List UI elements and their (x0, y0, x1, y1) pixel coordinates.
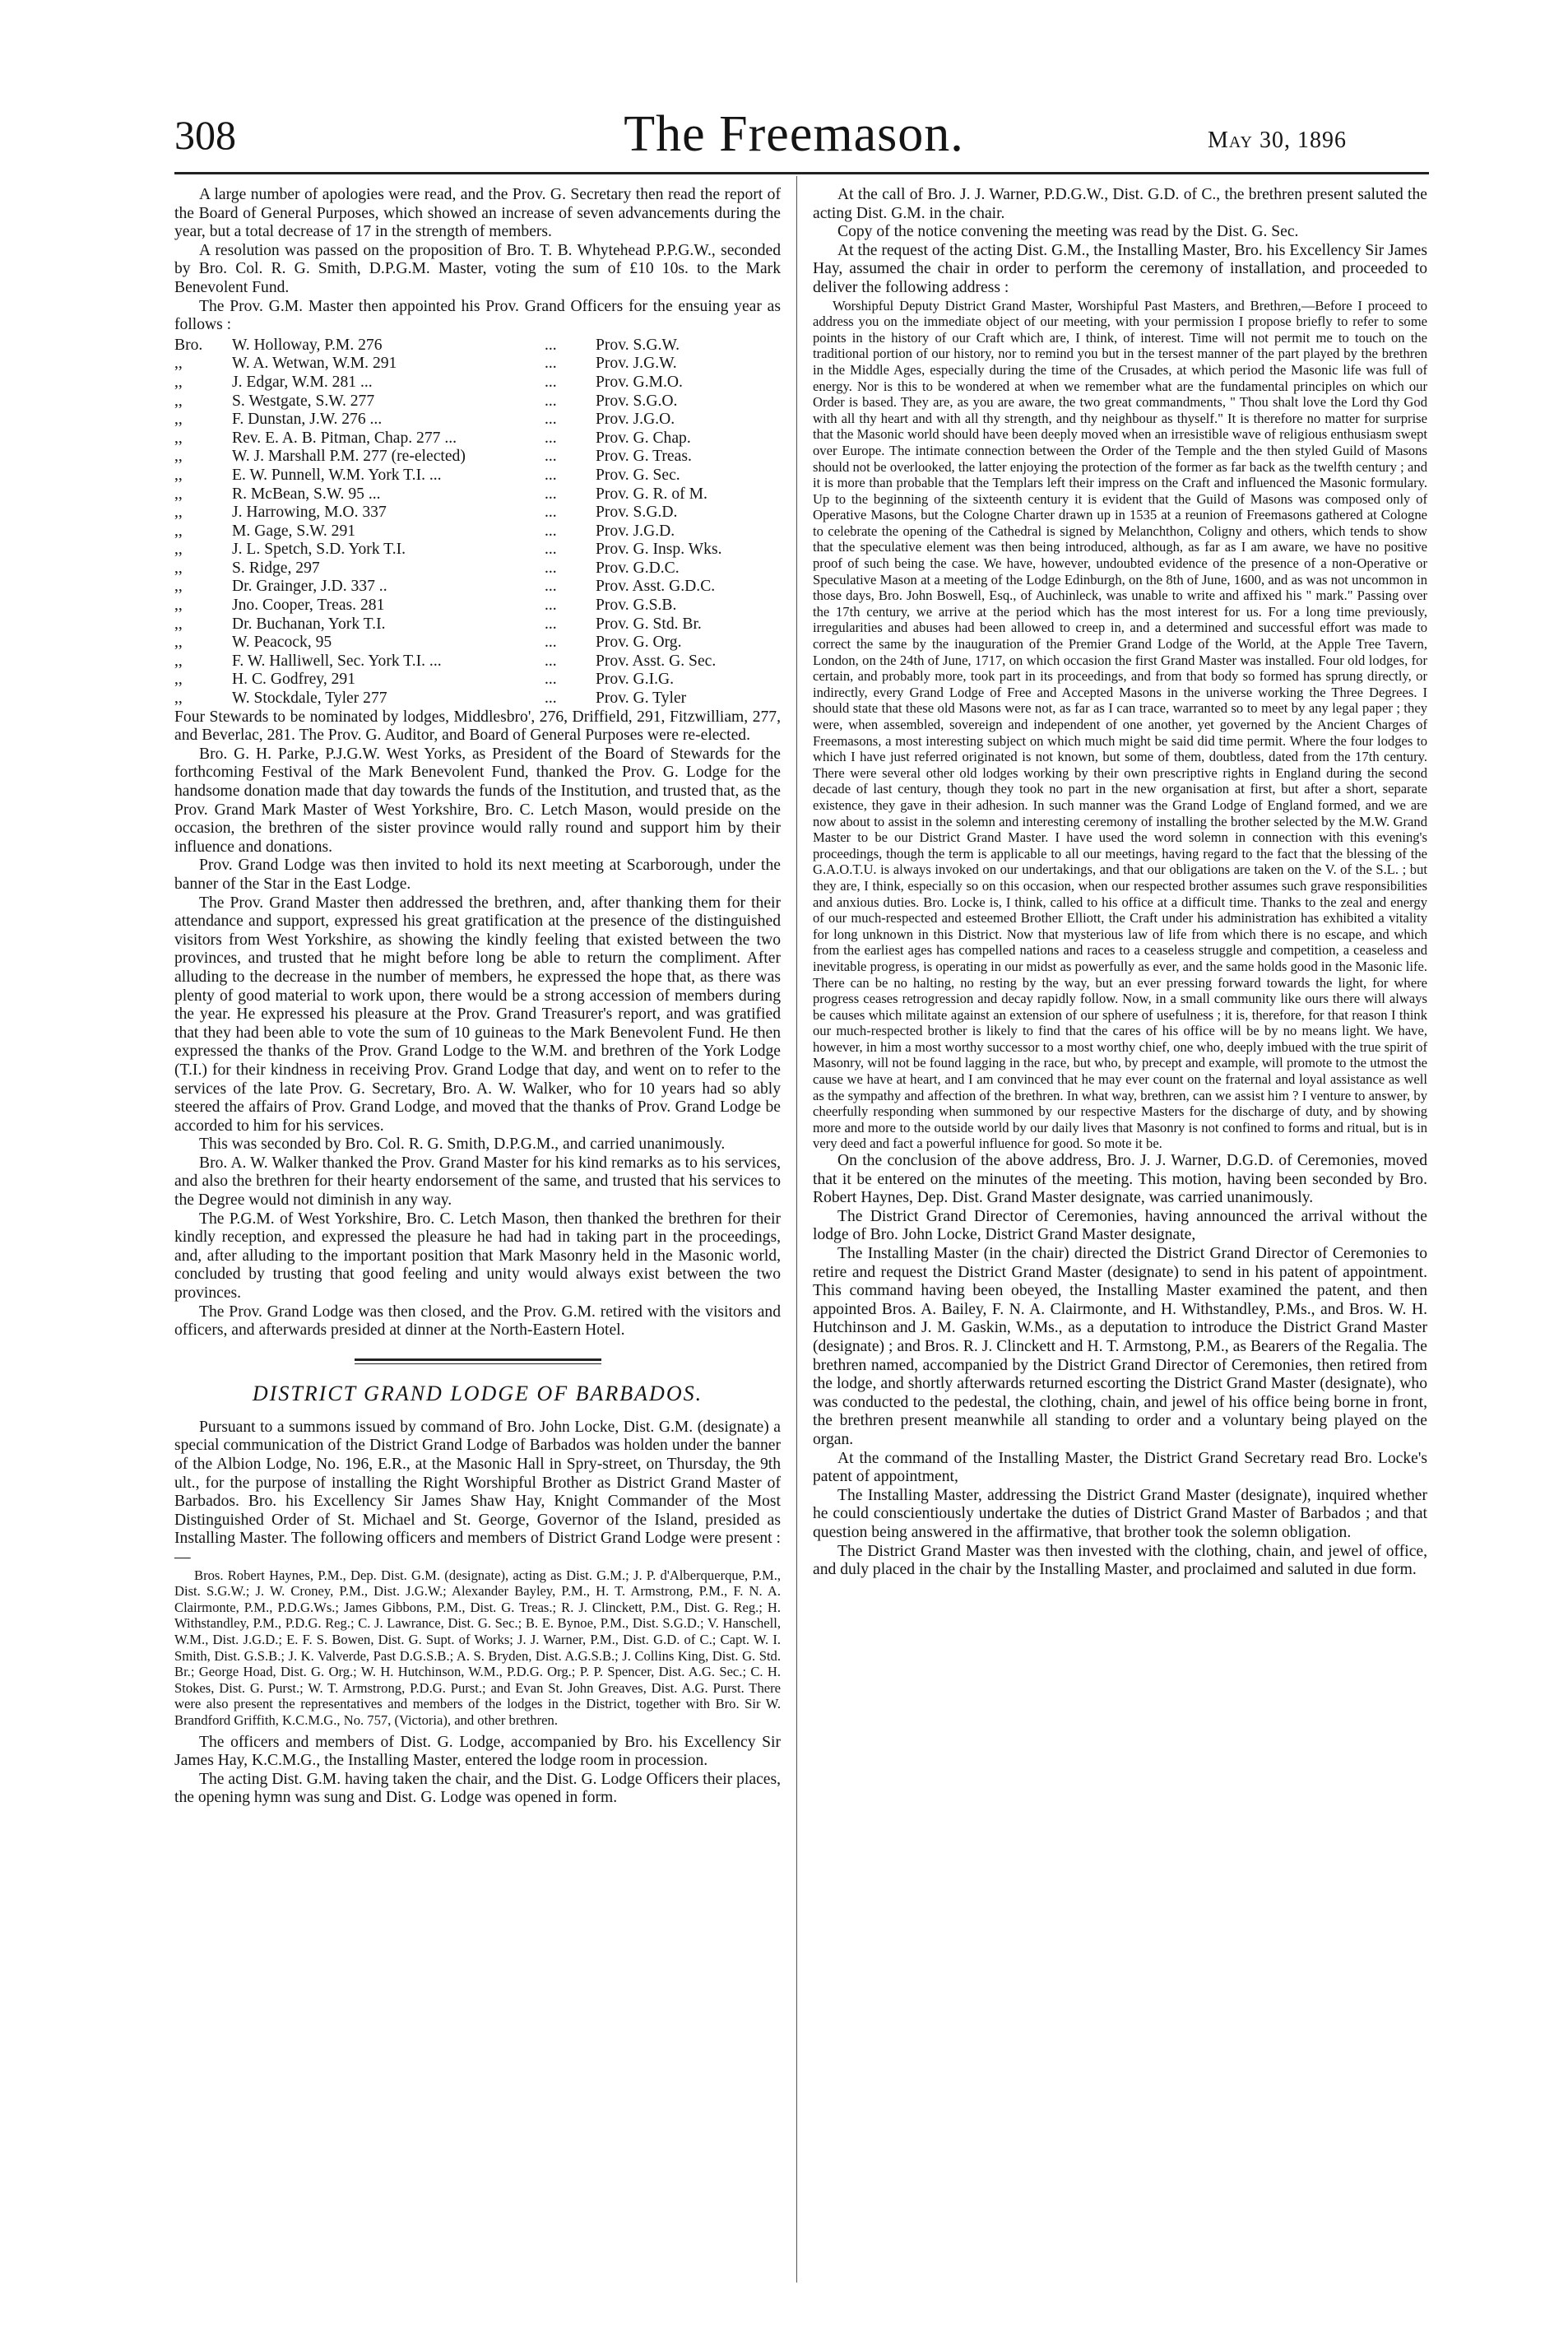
officer-row (174, 578, 781, 597)
page-number: 308 (174, 112, 236, 158)
leader-dots: ... (545, 373, 557, 391)
leader-dots: ... (545, 429, 557, 447)
officer-name: E. W. Punnell, W.M. York T.I. ... (232, 466, 442, 484)
officer-prefix: ,, (174, 485, 183, 503)
paragraph: The District Grand Director of Ceremonies, having announced the arrival without the lodge of Bro. John Locke, District Grand Master designate, (813, 1207, 1427, 1244)
masthead (0, 0, 1568, 189)
paragraph: At the call of Bro. J. J. Warner, P.D.G.W., Dist. G.D. of C., the brethren present saluted the acting Dist. G.M. in the chair. (813, 186, 1427, 222)
officer-office: Prov. J.G.O. (596, 411, 675, 429)
section-heading: DISTRICT GRAND LODGE OF BARBADOS. (252, 1381, 703, 1405)
officer-prefix: ,, (174, 671, 183, 689)
leader-dots: ... (545, 671, 557, 689)
officer-prefix: ,, (174, 448, 183, 466)
officer-name: F. Dunstan, J.W. 276 ... (232, 411, 383, 429)
officer-prefix: ,, (174, 634, 183, 652)
leader-dots: ... (545, 615, 557, 633)
paragraph: Bros. Robert Haynes, P.M., Dep. Dist. G.M. (designate), acting as Dist. G.M.; J. P. d'Alberquerque, P.M., Dist. S.G.W.; J. W. Croney, P.M., Dist. J.G.W.; Alexander Bayley, P.M., H. T. Armstrong, P.M., F. N. A. Clairmonte, P.M., P.D.G.Ws.; James Gibbons, P.M., Dist. G. Treas.; R. J. Clinckett, P.M., Dist. G. Reg.; H. Withstandley, P.M., P.D.G. Reg.; C. J. Lawrance, Dist. G. Sec.; B. E. Bynoe, P.M., Dist. S.G.D.; V. Hanschell, W.M., Dist. J.G.D.; E. F. S. Bowen, Dist. G. Supt. of Works; J. J. Warner, P.M., Dist. G.D. of C.; Capt. W. I. Smith, Dist. G.S.B.; J. K. Valverde, Past D.G.S.B.; A. S. Bryden, Dist. A.G.S.B.; J. Collins King, Dist. G. Std. Br.; George Hoad, Dist. G. Org.; W. H. Hutchinson, W.M., P.D.G. Org.; P. P. Spencer, Dist. A.G. Sec.; C. H. Stokes, Dist. G. Purst.; W. T. Armstrong, P.D.G. Purst.; and Evan St. John Greaves, Dist. A.G. Purst. There were also present the representatives and members of the lodges in the District, together with Bro. Sir W. Brandford Griffith, K.C.M.G., No. 757, (Victoria), and other brethren. (174, 1567, 781, 1728)
paragraph: The Prov. G.M. Master then appointed his Prov. Grand Officers for the ensuing year as follows : (174, 297, 781, 334)
leader-dots: ... (545, 392, 557, 410)
leader-dots: ... (545, 336, 557, 354)
officer-prefix: ,, (174, 429, 183, 447)
officer-prefix: ,, (174, 652, 183, 670)
leader-dots: ... (545, 690, 557, 708)
paragraph: On the conclusion of the above address, Bro. J. J. Warner, D.G.D. of Ceremonies, moved that it be entered on the minutes of the meeting. This motion, having been seconded by Bro. Robert Haynes, Dep. Dist. Grand Master designate, was carried unanimously. (813, 1152, 1427, 1207)
officer-office: Prov. G.D.C. (596, 559, 680, 577)
officer-row (174, 430, 781, 448)
officer-name: S. Westgate, S.W. 277 (232, 392, 375, 410)
officer-office: Prov. Asst. G. Sec. (596, 652, 717, 670)
officer-name: J. L. Spetch, S.D. York T.I. (232, 541, 406, 559)
leader-dots: ... (545, 597, 557, 615)
officer-name: J. Edgar, W.M. 281 ... (232, 373, 373, 391)
officer-row (174, 374, 781, 392)
leader-dots: ... (545, 634, 557, 652)
paragraph: A resolution was passed on the proposition of Bro. T. B. Whytehead P.P.G.W., seconded by Bro. Col. R. G. Smith, D.P.G.M. Master, voting the sum of £10 10s. to the Mark Benevolent Fund. (174, 241, 781, 296)
paragraph: The acting Dist. G.M. having taken the chair, and the Dist. G. Lodge Officers their places, the opening hymn was sung and Dist. G. Lodge was opened in form. (174, 1770, 781, 1807)
officer-row (174, 504, 781, 522)
section-divider (355, 1358, 601, 1364)
officer-row (174, 653, 781, 671)
officer-office: Prov. G. R. of M. (596, 485, 707, 503)
officer-office: Prov. G. Org. (596, 634, 682, 652)
paragraph: Bro. G. H. Parke, P.J.G.W. West Yorks, as President of the Board of Stewards for the forthcoming Festival of the Mark Benevolent Fund, thanked the Prov. G. Lodge for the handsome donation made that day towards the funds of the Institution, and trusted that, as the Prov. Grand Mark Master of West Yorkshire, Bro. C. Letch Mason, would preside on the occasion, the brethren of the sister province would rally round and support him by their influence and donations. (174, 745, 781, 856)
officer-name: M. Gage, S.W. 291 (232, 522, 356, 540)
officer-name: Dr. Buchanan, York T.I. (232, 615, 386, 633)
paragraph: The Installing Master, addressing the District Grand Master (designate), inquired whether he could conscientiously undertake the duties of District Grand Master of Barbados ; and that question being answered in the affirmative, that brother took the solemn obligation. (813, 1486, 1427, 1541)
leader-dots: ... (545, 578, 557, 596)
address-block (813, 298, 1427, 1152)
officer-row (174, 634, 781, 653)
leader-dots: ... (545, 522, 557, 540)
leader-dots: ... (545, 411, 557, 429)
officer-prefix: Bro. (174, 336, 203, 354)
paragraph: This was seconded by Bro. Col. R. G. Smith, D.P.G.M., and carried unanimously. (199, 1135, 726, 1154)
paragraph: The Installing Master (in the chair) directed the District Grand Director of Ceremonies to retire and request the District Grand Master (designate) to send in his patent of appointment. This command having been obeyed, the Installing Master examined the patent, and then appointed Bros. A. Bailey, F. N. A. Clairmonte, and H. Withstandley, P.Ms., and Bros. W. H. Hutchinson and J. M. Gaskin, W.Ms., as a deputation to introduce the District Grand Master (designate) ; and Bros. R. J. Clinckett and H. T. Armstong, P.M., as Bearers of the Regalia. The brethren named, accompanied by the District Grand Director of Ceremonies, then retired from the lodge, and shortly afterwards returned escorting the District Grand Master (designate), who was conducted to the pedestal, the clothing, chain, and jewel of his office being borne in front, the brethren present meanwhile all standing to order and a voluntary being played on the organ. (813, 1245, 1427, 1448)
officer-name: R. McBean, S.W. 95 ... (232, 485, 381, 503)
officer-office: Prov. G. Chap. (596, 429, 691, 447)
officer-office: Prov. G. Tyler (596, 690, 687, 708)
leader-dots: ... (545, 466, 557, 484)
officer-office: Prov. J.G.D. (596, 522, 675, 540)
officer-office: Prov. S.G.D. (596, 504, 678, 522)
leader-dots: ... (545, 541, 557, 559)
officer-office: Prov. S.G.O. (596, 392, 678, 410)
officer-row (174, 448, 781, 467)
officer-office: Prov. G.S.B. (596, 597, 677, 615)
paragraph: At the request of the acting Dist. G.M., the Installing Master, Bro. his Excellency Sir James Hay, assumed the chair in order to perform the ceremony of installation, and proceeded to deliver the following address : (813, 241, 1427, 296)
right-column (813, 186, 1427, 1580)
officer-name: W. A. Wetwan, W.M. 291 (232, 355, 397, 373)
officer-row (174, 337, 781, 355)
paragraph: The P.G.M. of West Yorkshire, Bro. C. Letch Mason, then thanked the brethren for their kindly reception, and expressed the pleasure he had had in taking part in the proceedings, and, after alluding to the important position that Mark Masonry held in the Masonic world, concluded by trusting that good feeling and unity would always exist between the two provinces. (174, 1210, 781, 1303)
officer-office: Prov. G. Std. Br. (596, 615, 702, 633)
officer-row (174, 355, 781, 374)
officer-office: Prov. G. Treas. (596, 448, 692, 466)
paragraph: Copy of the notice convening the meeting was read by the Dist. G. Sec. (837, 223, 1299, 241)
officer-prefix: ,, (174, 541, 183, 559)
left-column (174, 186, 781, 1808)
officer-name: J. Harrowing, M.O. 337 (232, 504, 387, 522)
paragraph: A large number of apologies were read, and the Prov. G. Secretary then read the report of the Board of General Purposes, which showed an increase of seven advancements during the year, but a total decrease of 17 in the strength of members. (174, 186, 781, 241)
officer-prefix: ,, (174, 559, 183, 577)
paragraph: The officers and members of Dist. G. Lodge, accompanied by Bro. his Excellency Sir James Hay, K.C.M.G., the Installing Master, entered the lodge room in procession. (174, 1733, 781, 1770)
officer-office: Prov. J.G.W. (596, 355, 677, 373)
officer-name: F. W. Halliwell, Sec. York T.I. ... (232, 652, 442, 670)
attendance-list (174, 1567, 781, 1729)
officer-name: S. Ridge, 297 (232, 559, 320, 577)
officer-row (174, 522, 781, 541)
officer-name: W. J. Marshall P.M. 277 (re-elected) (232, 448, 466, 466)
officer-name: H. C. Godfrey, 291 (232, 671, 356, 689)
paragraph: Pursuant to a summons issued by command of Bro. John Locke, Dist. G.M. (designate) a special communication of the District Grand Lodge of Barbados was holden under the banner of the Albion Lodge, No. 196, E.R., at the Masonic Hall in Spry-street, on Thursday, the 9th ult., for the purpose of installing the Right Worshipful Brother as District Grand Master of Barbados. Bro. his Excellency Sir James Shaw Hay, Knight Commander of the Most Distinguished Order of St. Michael and St. George, Governor of the Island, presided as Installing Master. The following officers and members of District Grand Lodge were present :— (174, 1418, 781, 1566)
officer-prefix: ,, (174, 392, 183, 410)
leader-dots: ... (545, 485, 557, 503)
officer-row (174, 560, 781, 578)
officer-row (174, 671, 781, 690)
officer-office: Prov. G.M.O. (596, 373, 683, 391)
newspaper-title: The Freemason. (624, 106, 964, 162)
officer-row (174, 615, 781, 634)
officer-list (174, 337, 781, 708)
officer-name: W. Stockdale, Tyler 277 (232, 690, 387, 708)
leader-dots: ... (545, 448, 557, 466)
officer-prefix: ,, (174, 466, 183, 484)
leader-dots: ... (545, 504, 557, 522)
officer-row (174, 541, 781, 560)
officer-name: Jno. Cooper, Treas. 281 (232, 597, 385, 615)
paragraph: Prov. Grand Lodge was then invited to hold its next meeting at Scarborough, under the banner of the Star in the East Lodge. (174, 857, 781, 893)
paragraph: The District Grand Master was then invested with the clothing, chain, and jewel of office, and duly placed in the chair by the Installing Master, and proclaimed and saluted in due form. (813, 1542, 1427, 1579)
officer-prefix: ,, (174, 578, 183, 596)
leader-dots: ... (545, 652, 557, 670)
officer-row (174, 392, 781, 411)
officer-prefix: ,, (174, 597, 183, 615)
paragraph: At the command of the Installing Master, the District Grand Secretary read Bro. Locke's patent of appointment, (813, 1449, 1427, 1486)
paragraph: The Prov. Grand Lodge was then closed, and the Prov. G.M. retired with the visitors and officers, and afterwards presided at dinner at the North-Eastern Hotel. (174, 1303, 781, 1340)
officer-prefix: ,, (174, 522, 183, 540)
officer-name: Dr. Grainger, J.D. 337 .. (232, 578, 387, 596)
paragraph: Four Stewards to be nominated by lodges, Middlesbro', 276, Driffield, 291, Fitzwilliam, 277, and Beverlac, 281. The Prov. G. Auditor, and Board of General Purposes were re-elected. (174, 708, 781, 745)
officer-prefix: ,, (174, 690, 183, 708)
issue-date: May 30, 1896 (1208, 128, 1347, 153)
officer-prefix: ,, (174, 373, 183, 391)
officer-name: W. Peacock, 95 (232, 634, 332, 652)
officer-prefix: ,, (174, 411, 183, 429)
officer-office: Prov. G. Insp. Wks. (596, 541, 722, 559)
officer-row (174, 597, 781, 615)
officer-row (174, 411, 781, 430)
officer-office: Prov. Asst. G.D.C. (596, 578, 716, 596)
officer-name: Rev. E. A. B. Pitman, Chap. 277 ... (232, 429, 457, 447)
officer-name: W. Holloway, P.M. 276 (232, 336, 383, 354)
masthead-rule (174, 172, 1429, 174)
officer-row (174, 485, 781, 504)
paragraph: Bro. A. W. Walker thanked the Prov. Grand Master for his kind remarks as to his services, and also the brethren for their hearty endorsement of the same, and trusted that his services to the Degree would not diminish in any way. (174, 1154, 781, 1210)
officer-prefix: ,, (174, 504, 183, 522)
officer-office: Prov. G. Sec. (596, 466, 680, 484)
officer-office: Prov. S.G.W. (596, 336, 680, 354)
officer-office: Prov. G.I.G. (596, 671, 675, 689)
officer-row (174, 690, 781, 708)
paragraph: The Prov. Grand Master then addressed the brethren, and, after thanking them for their attendance and support, expressed his great gratification at the presence of the distinguished visitors from West Yorkshire, as showing the kindly feeling that existed between the two provinces, and trusted that he might before long be able to return the compliment. After alluding to the decrease in the number of members, he expressed the hope that, as there was plenty of good material to work upon, there would be a strong accession of members during the year. He expressed his pleasure at the Prov. Grand Treasurer's report, and was gratified that they had been able to vote the sum of 10 guineas to the Mark Benevolent Fund. He then expressed the thanks of the Prov. Grand Lodge to the W.M. and brethren of the York Lodge (T.I.) for their kindness in receiving Prov. Grand Lodge that day, and went on to refer to the services of the late Prov. G. Secretary, Bro. A. W. Walker, who for 10 years had so ably steered the affairs of Prov. Grand Lodge, and moved that the thanks of Prov. Grand Lodge be accorded to him for his services. (174, 894, 781, 1135)
column-divider (796, 176, 797, 2283)
leader-dots: ... (545, 559, 557, 577)
officer-row (174, 467, 781, 485)
officer-prefix: ,, (174, 355, 183, 373)
leader-dots: ... (545, 355, 557, 373)
officer-prefix: ,, (174, 615, 183, 633)
paragraph: Worshipful Deputy District Grand Master, Worshipful Past Masters, and Brethren,—Before I proceed to address you on the immediate object of our meeting, with your permission I propose briefly to refer to some points in the history of our Craft which are, I think, of interest. Time will not permit me to touch on the traditional portion of our history, nor to remind you but in the tersest manner of the part played by the brethren in the Middle Ages, especially during the time of the Crusades, at which period the Masonic life was full of energy. Nor is this to be wondered at when we remember what are the fundamental principles on which our Order is based. They are, as you are aware, the two great commandments, " Thou shalt love the Lord thy God with all thy heart and with all thy strength, and thy neighbour as thyself." It is therefore no matter for surprise that the Masonic world should have been deeply moved when an irresistible wave of religious enthusiasm swept over Europe. The intimate connection between the Order of the Temple and the then styled Guild of Masons should not be overlooked, the latter enjoying the protection of the former as far back as the twelfth century ; and it is more than probable that the Templars left their impress on the Craft and influenced the Masonic formulary. Up to the beginning of the sixteenth century it is evident that the Guild of Masons was composed only of Operative Masons, but the Cologne Charter drawn up in 1535 at a reunion of Freemasons gathered at Cologne to celebrate the opening of the Cathedral is signed by Melanchthon, Coligny and others, which tends to show that the speculative element was then being introduced, although, as far as I am aware, we have no positive proof of such being the case. We have, however, undoubted evidence of the presence of a non-Operative or Speculative Mason at a meeting of the Lodge Edinburgh, on the 8th of June, 1600, and as was not uncommon in those days, Bro. John Boswell, Esq., of Auchinleck, was unable to write and affixed his " mark." Passing over the 17th century, we arrive at the period which has the most interest for us. For a long time previously, irregularities and abuses had been allowed to creep in, and a determined and successful effort was made to correct the same by the inauguration of the Premier Grand Lodge of the World, at the Apple Tree Tavern, London, on the 24th of June, 1717, on which occasion the first Grand Master was installed. Four old lodges, for certain, and probably more, took part in its proceedings, and from that body so formed has sprung directly, or indirectly, every Grand Lodge of Free and Accepted Masons in the universe working the Three Degrees. I should state that these old Masons were not, as far as I can trace, warranted so to meet by any legal paper ; they were, when assembled, sovereign and independent of one another, yet governed by the Ancient Charges of Freemasons, a most interesting subject on which much might be said did time permit. Where the four lodges to which I have just referred originated is not known, but some of them, doubtless, dated from the 17th century. There were several other old lodges working by their own prescriptive rights in England during the second decade of last century, though they took no part in the new organisation at first, but after a short, separate existence, they gave in their adhesion. In such manner was the Grand Lodge of England formed, and we are now about to assist in the solemn and interesting ceremony of installing the brother selected by the M.W. Grand Master to be our District Grand Master. I have used the word solemn in connection with this evening's proceedings, though the term is applicable to all our meetings, having regard to the fact that the blessing of the G.A.O.T.U. is always invoked on our undertakings, and that our obligations are taken on the V. of the S.L. ; but they are, I think, especially so on this occasion, when our respected brother assumes such grave responsibilities and anxious duties. Bro. Locke is, I think, called to his office at a difficult time. Thanks to the zeal and energy of our much-respected and esteemed Brother Elliott, the Craft under his administration has exhibited a vitality for long unknown in this District. Now that mysterious law of life from which there is no escape, and which from the earliest ages has compelled nations and races to a ceaseless struggle and competition, a ceaseless and inevitable progress, is operating in our midst as powerfully as ever, and the same holds good in the Masonic life. There can be no halting, no resting by the way, but an ever pressing forward towards the light, for where progress ceases retrogression and decay rapidly follow. Now, in a small community like ours there will always be causes which militate against an extension of our sphere of usefulness ; it is, therefore, for that reason I think our much-respected brother is likely to find that the cares of his office will be by no means light. We have, however, in him a most worthy successor to a most worthy chief, one who, deeply imbued with the true spirit of Masonry, will not be found lagging in the race, but who, by precept and example, will promote to the utmost the cause we have at heart, and I am convinced that he may ever count on the fraternal and loyal assistance as well as the sympathy and affection of the brethren. In what way, brethren, can we assist him ? I venture to answer, by cheerfully responding when summoned by our respective Masters for the discharge of duty, and by showing more and more to the outside world by our daily lives that Masonry is not confined to forms and ritual, but is in very deed and fact a powerful influence for good. So mote it be. (813, 297, 1427, 1152)
